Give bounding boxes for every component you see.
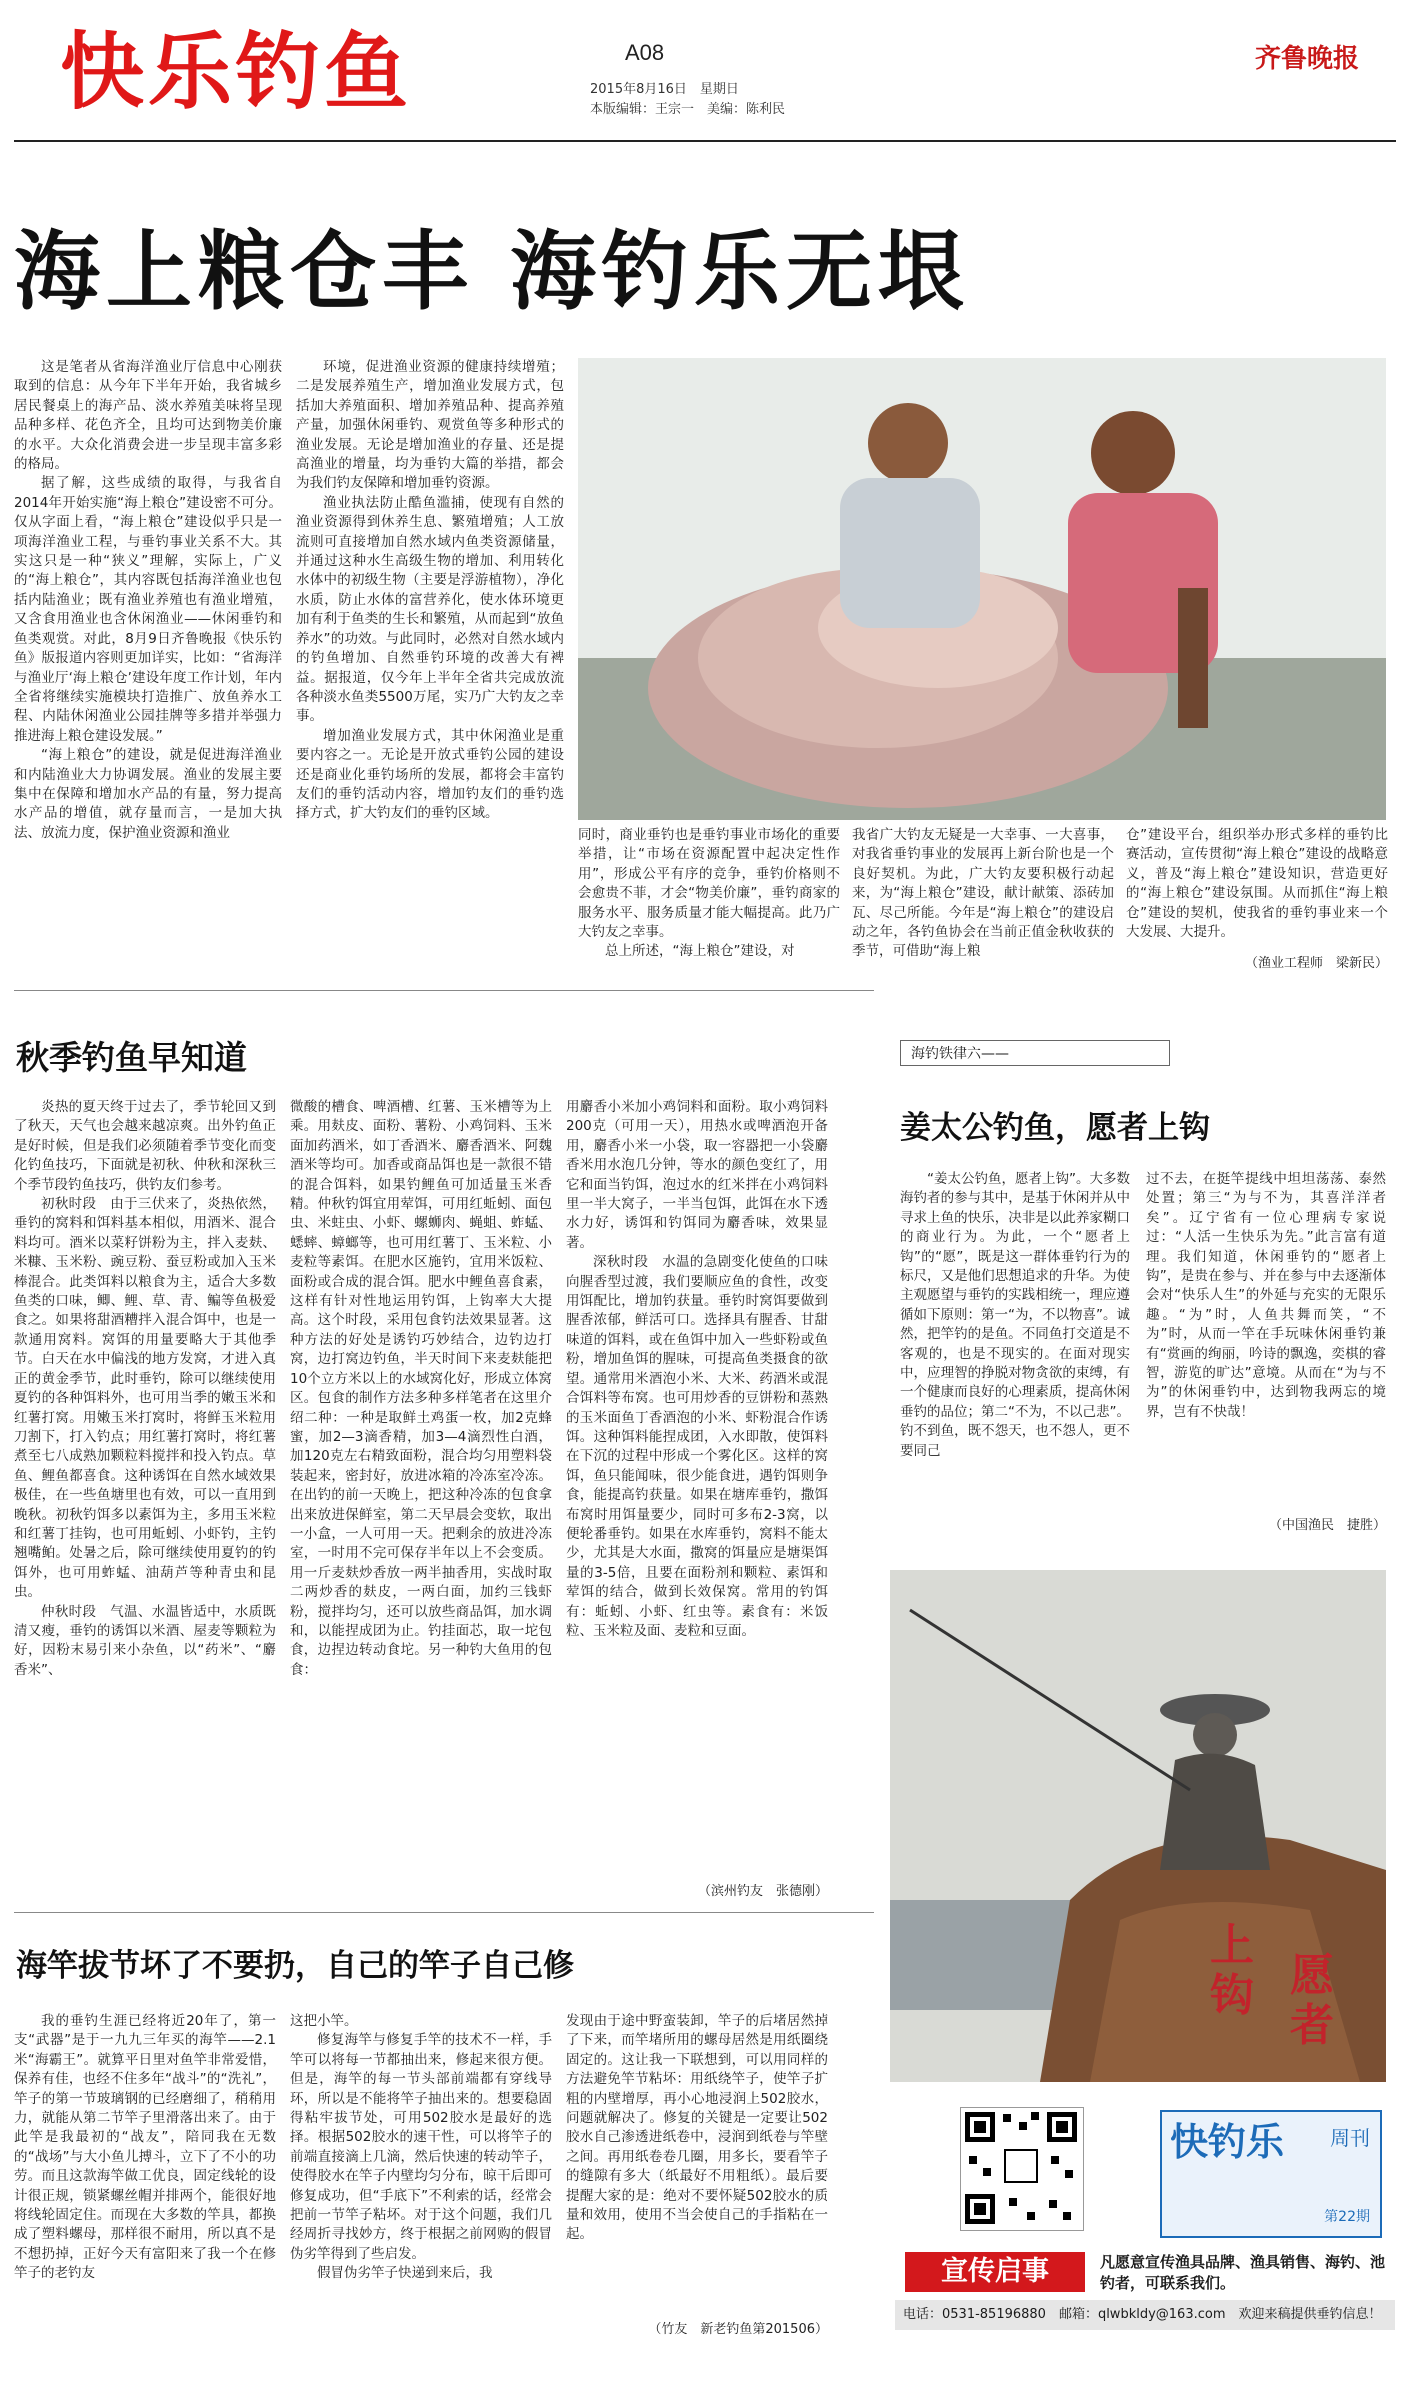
autumn-col-3: [566, 1098, 828, 1878]
lead-col-1: [14, 358, 282, 950]
rod-col-2: [290, 2012, 552, 2332]
paragraph: 微酸的槽食、啤酒槽、红薯、玉米槽等为上乘。用麸皮、面粉、薯粉、小鸡饲料、玉米面加药酒米，如丁香酒米、麝香酒米、阿魏酒米等均可。加香或商品饵也是一款很不错的混合饵料，如果钓鲤鱼可加适量玉米香精。仲秋钓饵宜用荤饵，可用红蚯蚓、面包虫、米蛀虫、小虾、螺蛳肉、蝇蛆、蚱蜢、蟋蟀、蟑螂等，也可用红薯丁、玉米粒、小麦粒等素饵。在肥水区施钓，宜用米饭粒、面粉或合成的混合饵。肥水中鲤鱼喜食素，这样有针对性地运用钓饵，上钩率大大提高。这个时段，采用包食钓法效果显著。这种方法的好处是诱钓巧妙结合，边钓边打窝，边打窝边钓鱼，半天时间下来麦麸能把10个立方米以上的水域窝化好，形成立体窝区。包食的制作方法多种多样笔者在这里介绍二种：一种是取鲜土鸡蛋一枚，加2克蜂蜜，加2—3滴香精，加3—4滴烈性白酒，加120克左右精致面粉，混合均匀用塑料袋装起来，密封好，放进冰箱的冷冻室冷冻。在出钓的前一天晚上，把这种冷冻的包食拿出来放进保鲜室，第二天早晨会变软，取出一小盒，一人可用一天。把剩余的放进冷冻室，一时用不完可保存半年以上不会变质。用一斤麦麸炒香放一两半抽香用，实战时取二两炒香的麸皮，一两白面，加约三钱虾粉，搅拌均匀，还可以放些商品饵，加水调和，以能捏成团为止。钓挂面芯，取一坨包食，边捏边转动食坨。另一种钓大鱼用的包食：: [290, 1099, 552, 1678]
fisherman-sculpture-photo: [890, 1570, 1386, 2082]
paragraph: “海上粮仓”的建设，就是促进海洋渔业和内陆渔业大力协调发展。渔业的发展主要集中在保障和增加水产品的有量，努力提高水产品的增值，就存量而言，一是加大执法、放流力度，保护渔业资源和渔业: [14, 747, 282, 841]
jiang-col-2: [1146, 1170, 1386, 1510]
paragraph: 修复海竿与修复手竿的技术不一样，手竿可以将每一节都抽出来，修起来很方便。但是，海竿的每一节头部前端都有穿线导环，所以是不能将竿子抽出来的。想要稳固得粘牢拔节处，可用502胶水是最好的选择。根据502胶水的速干性，可以将竿子的前端直接滴上几滴，然后快速的转动竿子，使得胶水在竿子内壁均匀分布，晾干后即可修复成功，但“手底下”不利索的话，经常会把前一节竿子粘坏。对于这个问题，我们几经周折寻找妙方，终于根据之前网购的假冒伪劣竿得到了些启发。: [290, 2032, 552, 2262]
lead-byline: （渔业工程师 梁新民）: [1244, 956, 1388, 971]
paragraph: 我省广大钓友无疑是一大幸事、一大喜事，对我省垂钓事业的发展再上新台阶也是一个良好契机。为此，广大钓友要积极行动起来，为“海上粮仓”建设，献计献策、添砖加瓦、尽己所能。今年是“海上粮仓”的建设启动之年，各钓鱼协会在当前正值金秋收获的季节，可借助“海上粮: [852, 827, 1114, 960]
paragraph: 假冒伪劣竿子快递到来后，我: [317, 2265, 493, 2282]
autumn-byline: （滨州钓友 张德刚）: [697, 1884, 828, 1899]
paragraph: 这是笔者从省海洋渔业厅信息中心刚获取到的信息：从今年下半年开始，我省城乡居民餐桌上的海产品、淡水养殖美味将呈现品种多样、花色齐全，且均可达到物美价廉的水平。大众化消费会进一步呈现丰富多彩的格局。: [14, 359, 282, 473]
jiang-byline: （中国渔民 捷胜）: [1268, 1518, 1386, 1533]
lead-col-3: [578, 826, 840, 976]
lead-col-2: [296, 358, 564, 950]
rod-col-1: [14, 2012, 276, 2332]
paragraph: 用麝香小米加小鸡饲料和面粉。取小鸡饲料200克（可用一天），用热水或啤酒泡开备用，麝香小米一小袋，取一容器把一小袋麝香米用水泡几分钟，等水的颜色变红了，用它和面当钓饵，泡过水的红米拌在小鸡饲料里一半大窝子，一半当包饵，此饵在水下透水力好，诱饵和钓饵同为麝香味，效果显著。: [566, 1099, 828, 1251]
svg-text:上: 上: [1210, 1920, 1254, 1971]
weekly-title: 快钓乐: [1170, 2120, 1285, 2164]
svg-text:者: 者: [1290, 2000, 1334, 2051]
editors-line: 本版编辑：王宗一 美编：陈利民: [590, 102, 786, 117]
qr-code-image[interactable]: [960, 2107, 1084, 2231]
paragraph: 总上所述，“海上粮仓”建设，对: [605, 943, 795, 960]
ad-text: 凡愿意宣传渔具品牌、渔具销售、海钓、池钓者，可联系我们。: [1100, 2253, 1386, 2292]
paragraph: 初秋时段 由于三伏来了，炎热依然，垂钓的窝料和饵料基本相似，用酒米、混合料均可。酒米以菜籽饼粉为主，拌入麦麸、米糠、玉米粉、豌豆粉、蚕豆粉或加入玉米棒混合。此类饵料以粮食为主，适合大多数鱼类的口味，鲫、鲤、草、青、鳊等鱼极爱食之。如果将甜酒糟拌入混合饵中，也是一款通用窝料。窝饵的用量要略大于其他季节。白天在水中偏浅的地方发窝，才进入真正的黄金季节，此时垂钓，除可以继续使用夏钓的各种饵料外，也可用当季的嫩玉米和红薯打窝。用嫩玉米打窝时，将鲜玉米粒用刀割下，打入钓点；用红薯打窝时，将红薯煮至七八成熟加颗粒料搅拌和投入钓点。草鱼、鲤鱼都喜食。这种诱饵在自然水域效果极佳，在一些鱼塘里也有效，可以一直用到晚秋。初秋钓饵多以素饵为主，多用玉米粒和红薯丁挂钩，也可用蚯蚓、小虾钓，主钓翘嘴鲌。处暑之后，除可继续使用夏钓的钓饵外，也可用蚱蜢、油葫芦等种青虫和昆虫。: [14, 1196, 276, 1601]
paragraph: “姜太公钓鱼，愿者上钩”。大多数海钓者的参与其中，是基于休闲并从中寻求上鱼的快乐，决非是以此养家糊口的商业行为。为此，一个“愿者上钩”的“愿”，既是这一群体垂钓行为的标尺，又是他们思想追求的升华。为使主观愿望与垂钓的实践相统一，理应遵循如下原则：第一“为，不以物喜”。诚然，把竿钓的是鱼。不同鱼打交道是不客观的，也是不现实的。在面对现实中，应理智的挣脱对物贪欲的束缚，有一个健康而良好的心理素质，提高休闲垂钓的品位；第二“不为，不以己悲”。钓不到鱼，既不怨天，也不怨人，更不要同己: [900, 1171, 1130, 1459]
paragraph: 过不去，在挺竿提线中坦坦荡荡、泰然处置；第三“为与不为，其喜洋洋者矣”。辽宁省有一位心理病专家说过：“人活一生快乐为先。”此言富有道理。我们知道，休闲垂钓的“愿者上钩”，是贵在参与、并在参与中去逐渐体会对“快乐人生”的外延与充实的无限乐趣。“为”时，人鱼共舞而笑，“不为”时，从而一竿在手玩味休闲垂钓兼有“赏画的绚丽，吟诗的飘逸，奕棋的睿智，游览的旷达”意境。从而在“为与不为”的休闲垂钓中，达到物我两忘的境界，岂有不快哉！: [1146, 1171, 1386, 1420]
paragraph: 炎热的夏天终于过去了，季节轮回又到了秋天，天气也会越来越凉爽。出外钓鱼正是好时候，但是我们必须随着季节变化而变化钓鱼技巧，下面就是初秋、仲秋和深秋三个季节段钓鱼技巧，供钓友们参考。: [14, 1099, 276, 1193]
autumn-col-2: [290, 1098, 552, 1896]
rod-byline: （竹友 新老钓鱼第201506）: [648, 2322, 828, 2337]
fishermen-shrimp-photo: [578, 358, 1386, 820]
paragraph: 环境，促进渔业资源的健康持续增殖；二是发展养殖生产，增加渔业发展方式，包括加大养殖面积、增加养殖品种、提高养殖产量，加强休闲垂钓、观赏鱼等多种形式的渔业发展。无论是增加渔业的存量、还是提高渔业的增量，均为垂钓大篇的举措，都会为我们钓友保障和增加垂钓资源。: [296, 359, 564, 492]
weekly-issue: 第22期: [1324, 2209, 1370, 2225]
issue-date: 2015年8月16日 星期日: [590, 82, 739, 97]
paragraph: 同时，商业垂钓也是垂钓事业市场化的重要举措，让“市场在资源配置中起决定性作用”，形成公平有序的竞争，垂钓价格则不会愈贵不菲，才会“物美价廉”，垂钓商家的服务水平、服务质量才能大幅提高。此乃广大钓友之幸事。: [578, 827, 840, 941]
paragraph: 增加渔业发展方式，其中休闲渔业是重要内容之一。无论是开放式垂钓公园的建设还是商业化垂钓场所的发展，都将会丰富钓友们的垂钓活动内容，增加钓友们的垂钓选择方式，扩大钓友们的垂钓区域。: [296, 727, 564, 822]
paragraph: 仓”建设平台，组织举办形式多样的垂钓比赛活动，宣传贯彻“海上粮仓”建设的战略意义，普及“海上粮仓”建设知识，营造更好的“海上粮仓”建设氛围。从而抓住“海上粮仓”建设的契机，使我省的垂钓事业来一个大发展、大提升。: [1126, 827, 1388, 941]
weekly-logo: [1160, 2110, 1382, 2238]
ad-title: 宣传启事: [905, 2252, 1085, 2292]
lead-col-4: [852, 826, 1114, 976]
svg-text:钩: 钩: [1210, 1970, 1254, 2021]
weekly-subtitle: 周刊: [1330, 2126, 1370, 2150]
newspaper-logo: 齐鲁晚报: [1255, 44, 1360, 74]
paragraph: 发现由于途中野蛮装卸，竿子的后堵居然掉了下来，而竿堵所用的螺母居然是用纸圈绕固定的。这让我一下联想到，可以用同样的方法避免竿节粘坏：用纸绕竿子，使竿子扩粗的内壁增厚，再小心地浸润上502胶水，问题就解决了。修复的关键是一定要让502胶水自己渗透进纸卷中，浸润到纸卷与竿壁之间。再用纸卷卷几圈，用多长，要看竿子的缝隙有多大（纸最好不用粗纸）。最后要提醒大家的是：绝对不要怀疑502胶水的质量和效用，使用不当会使自己的手指粘在一起。: [566, 2013, 828, 2243]
autumn-headline: 秋季钓鱼早知道: [16, 1038, 247, 1077]
jiang-col-1: [900, 1170, 1130, 1560]
paragraph: 我的垂钓生涯已经将近20年了，第一支“武器”是于一九九三年买的海竿——2.1米“海霸王”。就算平日里对鱼竿非常爱惜，保养有佳，也经不住多年“战斗”的“洗礼”，竿子的第一节玻璃钢的已经磨细了，稍稍用力，就能从第二节竿子里滑落出来了。由于此竿是我最初的“战友”，陪同我在无数的“战场”与大小鱼儿搏斗，立下了不小的功劳。而且这款海竿做工优良，固定线轮的设计很正规，锁紧螺丝帽并排两个，能很好地将线轮固定住。而现在大多数的竿具，都换成了塑料螺母，那样很不耐用，所以真不是不想扔掉，正好今天有富阳来了我一个在修竿子的老钓友: [14, 2013, 276, 2282]
lead-col-5: [1126, 826, 1388, 946]
paragraph: 这把小竿。: [290, 2013, 358, 2029]
contact-line: 电话：0531-85196880 邮箱：qlwbkldy@163.com 欢迎来稿提供垂钓信息！: [895, 2300, 1395, 2330]
masthead-meta: [590, 80, 785, 120]
jiang-headline: 姜太公钓鱼，愿者上钩: [900, 1110, 1210, 1146]
paragraph: 据了解，这些成绩的取得，与我省自2014年开始实施“海上粮仓”建设密不可分。仅从字面上看，“海上粮仓”建设似乎只是一项海洋渔业工程，与垂钓事业关系不大。其实这只是一种“狭义”理解，实际上，广义的“海上粮仓”，其内容既包括海洋渔业也包括内陆渔业；既有渔业养殖也有渔业增殖，又含食用渔业也含休闲渔业——休闲垂钓和鱼类观赏。对此，8月9日齐鲁晚报《快乐钓鱼》版报道内容则更加详实，比如：“省海洋与渔业厅‘海上粮仓’建设年度工作计划，年内全省将继续实施模块打造推广、放鱼养水工程、内陆休闲渔业公园挂牌等多措并举强力推进海上粮仓建设发展。”: [14, 475, 282, 744]
paragraph: 渔业执法防止酷鱼滥捕，使现有自然的渔业资源得到休养生息、繁殖增殖；人工放流则可直接增加自然水域内鱼类资源储量，并通过这种水生高级生物的增加、利用转化水体中的初级生物（主要是浮游植物），净化水质，防止水体的富营养化，使水体环境更加有利于鱼类的生长和繁殖，从而起到“放鱼养水”的功效。与此同时，必然对自然水域内的钓鱼增加、自然垂钓环境的改善大有裨益。据报道，仅今年上半年全省共完成放流各种淡水鱼类5500万尾，实乃广大钓友之幸事。: [296, 494, 564, 725]
masthead-rule: [14, 140, 1396, 142]
paragraph: 深秋时段 水温的急剧变化使鱼的口味向腥香型过渡，我们要顺应鱼的食性，改变用饵配比，增加钓获量。垂钓时窝饵要做到腥香浓郁，鲜活可口。选择具有腥香、甘甜味道的饵料，或在鱼饵中加入一些虾粉或鱼粉，增加鱼饵的腥味，可提高鱼类摄食的欲望。通常用米酒泡小米、大米、药酒米或混合饵料等布窝。也可用炒香的豆饼粉和蒸熟的玉米面鱼丁香酒泡的小米、虾粉混合作诱饵。这种饵料能捏成团，入水即散，使饵料在下沉的过程中形成一个雾化区。这样的窝饵，鱼只能闻味，很少能食进，遇钓饵则争食，能提高钓获量。如果在塘库垂钓，撒饵布窝时用饵量要少，同时可多布2-3窝，以便轮番垂钓。如果在水库垂钓，窝料不能太少，尤其是大水面，撒窝的饵量应是塘渠饵量的3-5倍，且要在面粉剂和颗粒、素饵和荤饵的结合，做到长效保窝。常用的钓饵有：蚯蚓、小虾、红虫等。素食有：米饭粒、玉米粒及面、麦粒和豆面。: [566, 1254, 828, 1639]
section-divider: [14, 1912, 874, 1913]
rod-headline: 海竿拔节坏了不要扔，自己的竿子自己修: [16, 1948, 574, 1984]
page-number: A08: [625, 40, 665, 65]
series-tag: 海钓铁律六——: [900, 1040, 1170, 1066]
section-divider: [14, 990, 874, 991]
masthead-title: 快乐钓鱼: [60, 23, 413, 121]
paragraph: 仲秋时段 气温、水温皆适中，水质既清又瘦，垂钓的诱饵以米酒、屋麦等颗粒为好，因粉末易引来小杂鱼，以“药米”、“麝香米”、: [14, 1603, 276, 1678]
rod-col-3: [566, 2012, 828, 2312]
svg-text:愿: 愿: [1290, 1950, 1334, 2001]
autumn-col-1: [14, 1098, 276, 1896]
lead-headline: 海上粮仓丰 海钓乐无垠: [14, 222, 970, 322]
